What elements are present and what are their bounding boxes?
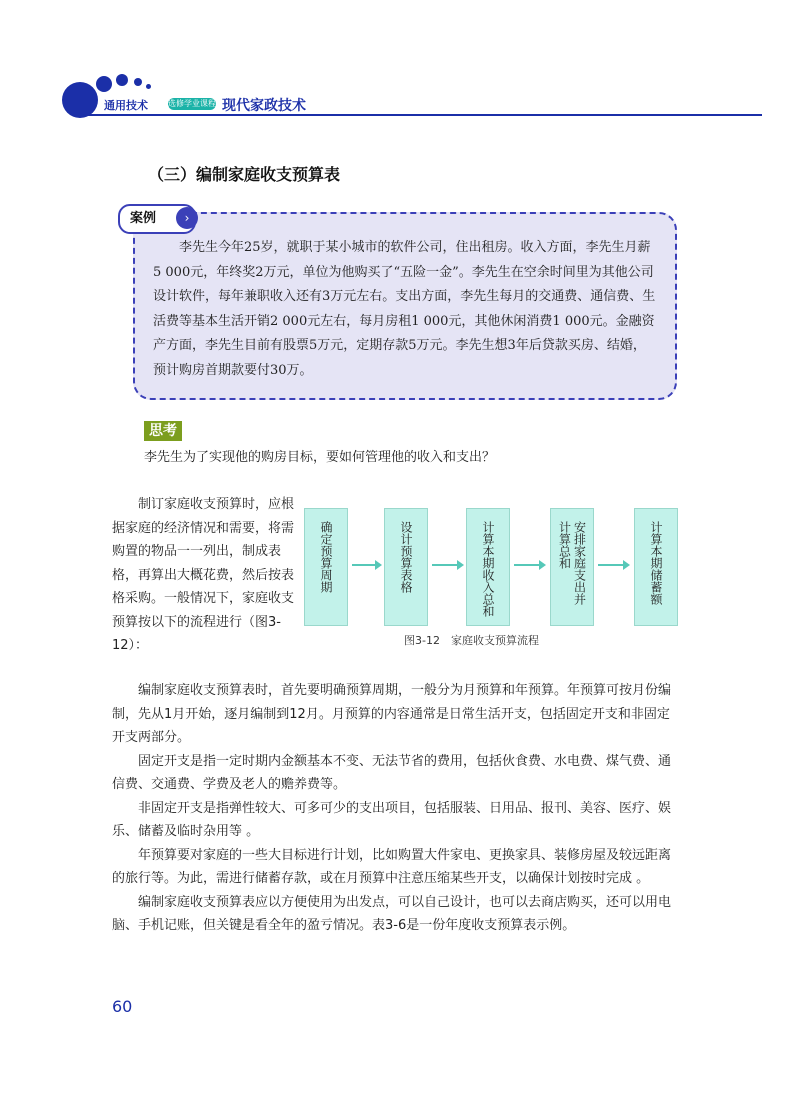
body-paragraph: 年预算要对家庭的一些大目标进行计划，比如购置大件家电、更换家具、装修房屋及较远距离的旅行等。为此，需进行储蓄存款，或在月预算中注意压缩某些开支，以确保计划按时完成 。 — [112, 847, 672, 886]
flow-step-label: 设计预算表格 — [399, 521, 413, 593]
flow-step-2 — [384, 508, 428, 626]
body-paragraph: 固定开支是指一定时期内金额基本不变、无法节省的费用，包括伙食费、水电费、煤气费、通信费、交通费、学费及老人的赡养费等。 — [112, 753, 672, 792]
intro-paragraph: 制订家庭收支预算时，应根据家庭的经济情况和需要，将需购置的物品一一列出，制成表格，再算出大概花费，然后按表格采购。一般情况下，家庭收支预算按以下的流程进行（图3-12）： — [112, 497, 295, 653]
section-title: （三）编制家庭收支预算表 — [148, 165, 341, 184]
header-series: 通用技术 — [104, 99, 148, 112]
think-question: 李先生为了实现他的购房目标，要如何管理他的收入和支出？ — [144, 450, 496, 465]
header-badge: 选修学业课程 — [168, 99, 216, 108]
flow-arrow — [432, 564, 462, 566]
flow-step-label: 计算总和 — [557, 521, 572, 569]
flow-step-1 — [304, 508, 348, 626]
flow-arrow — [514, 564, 544, 566]
body-paragraph: 非固定开支是指弹性较大、可多可少的支出项目，包括服装、日用品、报刊、美容、医疗、娱乐、储蓄及临时杂用等 。 — [112, 800, 672, 839]
figure-caption: 图3-12 家庭收支预算流程 — [404, 634, 539, 647]
flow-step-3 — [466, 508, 510, 626]
flow-step-5 — [634, 508, 678, 626]
budget-flowchart — [304, 508, 694, 628]
flow-step-label: 确定预算周期 — [319, 521, 333, 593]
think-label: 思考 — [144, 421, 182, 441]
flow-arrow — [598, 564, 628, 566]
header-rule — [78, 114, 762, 116]
header-dot-small — [116, 74, 128, 86]
case-paragraph: 李先生今年25岁，就职于某小城市的软件公司，住出租房。收入方面，李先生月薪5 000元，年终奖2万元，单位为他购买了“五险一金”。李先生在空余时间里为其他公司设计软件，每年兼职收入还有3万元左右。支出方面，李先生每月的交通费、通信费、生活费等基本生活开销2 000元左右，每月房租1 000元，其他休闲消费1 000元。金融资产方面，李先生目前有股票5万元，定期存款5万元。李先生想3年后贷款买房、结婚，预计购房首期款要付30万。 — [153, 240, 656, 378]
flow-arrow — [352, 564, 380, 566]
flow-step-4 — [550, 508, 594, 626]
header-dot-large — [62, 82, 98, 118]
flow-step-label: 计算本期收入总和 — [481, 521, 495, 617]
chevron-right-icon: › — [176, 207, 198, 229]
body-paragraph: 编制家庭收支预算表应以方便使用为出发点，可以自己设计，也可以去商店购买，还可以用电脑、手机记账，但关键是看全年的盈亏情况。表3-6是一份年度收支预算表示例。 — [112, 894, 672, 933]
header-dot-mini — [146, 84, 151, 89]
page-number: 60 — [112, 997, 133, 1016]
intro-text — [112, 493, 296, 658]
case-label: 案例 — [118, 204, 196, 234]
body-text — [112, 679, 674, 938]
header-dot-medium — [96, 76, 112, 92]
flow-step-label: 计算本期储蓄额 — [649, 521, 663, 605]
body-paragraph: 编制家庭收支预算表时，首先要明确预算周期，一般分为月预算和年预算。年预算可按月份编制，先从1月开始，逐月编制到12月。月预算的内容通常是日常生活开支，包括固定开支和非固定开支两部分。 — [112, 683, 672, 745]
header-book-title: 现代家政技术 — [222, 98, 306, 114]
flow-step-label: 安排家庭支出并 — [572, 521, 587, 605]
case-text — [153, 236, 658, 383]
header-dot-tiny — [134, 78, 142, 86]
